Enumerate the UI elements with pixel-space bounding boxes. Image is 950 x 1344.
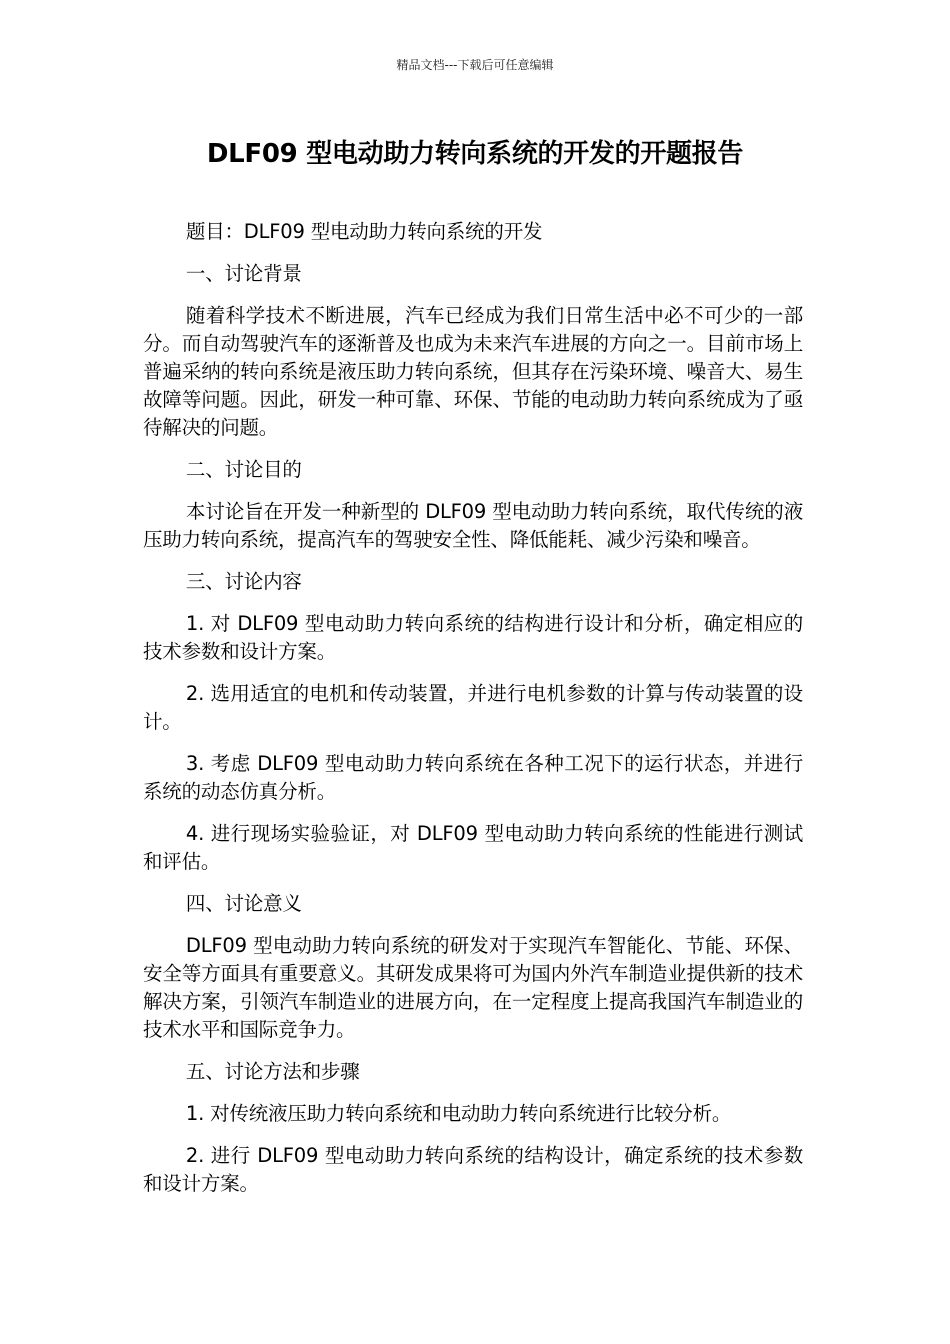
section-heading-purpose: 二、讨论目的 [185,458,302,481]
document-title: DLF09 型电动助力转向系统的开发的开题报告 [206,139,744,169]
content-item-2: 2. 选用适宜的电机和传动装置，并进行电机参数的计算与传动装置的设计。 [143,682,803,733]
content-item-4: 4. 进行现场实验验证，对 DLF09 型电动助力转向系统的性能进行测试和评估。 [143,822,803,873]
section-heading-content: 三、讨论内容 [185,570,302,593]
significance-paragraph: DLF09 型电动助力转向系统的研发对于实现汽车智能化、节能、环保、安全等方面具有重要意义。其研发成果将可为国内外汽车制造业提供新的技术解决方案，引领汽车制造业的进展方向，在一定程度上提高我国汽车制造业的技术水平和国际竞争力。 [143,934,803,1041]
section-heading-methods: 五、讨论方法和步骤 [185,1060,360,1083]
content-item-1: 1. 对 DLF09 型电动助力转向系统的结构进行设计和分析，确定相应的技术参数和设计方案。 [143,612,803,663]
page-header: 精品文档---下载后可任意编辑 [396,58,554,72]
method-step-2: 2. 进行 DLF09 型电动助力转向系统的结构设计，确定系统的技术参数和设计方案。 [143,1144,803,1195]
section-heading-background: 一、讨论背景 [185,262,302,285]
subject-line: 题目：DLF09 型电动助力转向系统的开发 [185,220,543,243]
method-step-1: 1. 对传统液压助力转向系统和电动助力转向系统进行比较分析。 [185,1102,732,1125]
content-item-3: 3. 考虑 DLF09 型电动助力转向系统在各种工况下的运行状态，并进行系统的动态仿真分析。 [143,752,803,803]
purpose-paragraph: 本讨论旨在开发一种新型的 DLF09 型电动助力转向系统，取代传统的液压助力转向系统，提高汽车的驾驶安全性、降低能耗、减少污染和噪音。 [143,500,803,551]
section-heading-significance: 四、讨论意义 [185,892,302,915]
background-paragraph: 随着科学技术不断进展，汽车已经成为我们日常生活中必不可少的一部分。而自动驾驶汽车的逐渐普及也成为未来汽车进展的方向之一。目前市场上普遍采纳的转向系统是液压助力转向系统，但其存在污染环境、噪音大、易生故障等问题。因此，研发一种可靠、环保、节能的电动助力转向系统成为了亟待解决的问题。 [143,304,803,439]
document-body [143,218,803,1212]
